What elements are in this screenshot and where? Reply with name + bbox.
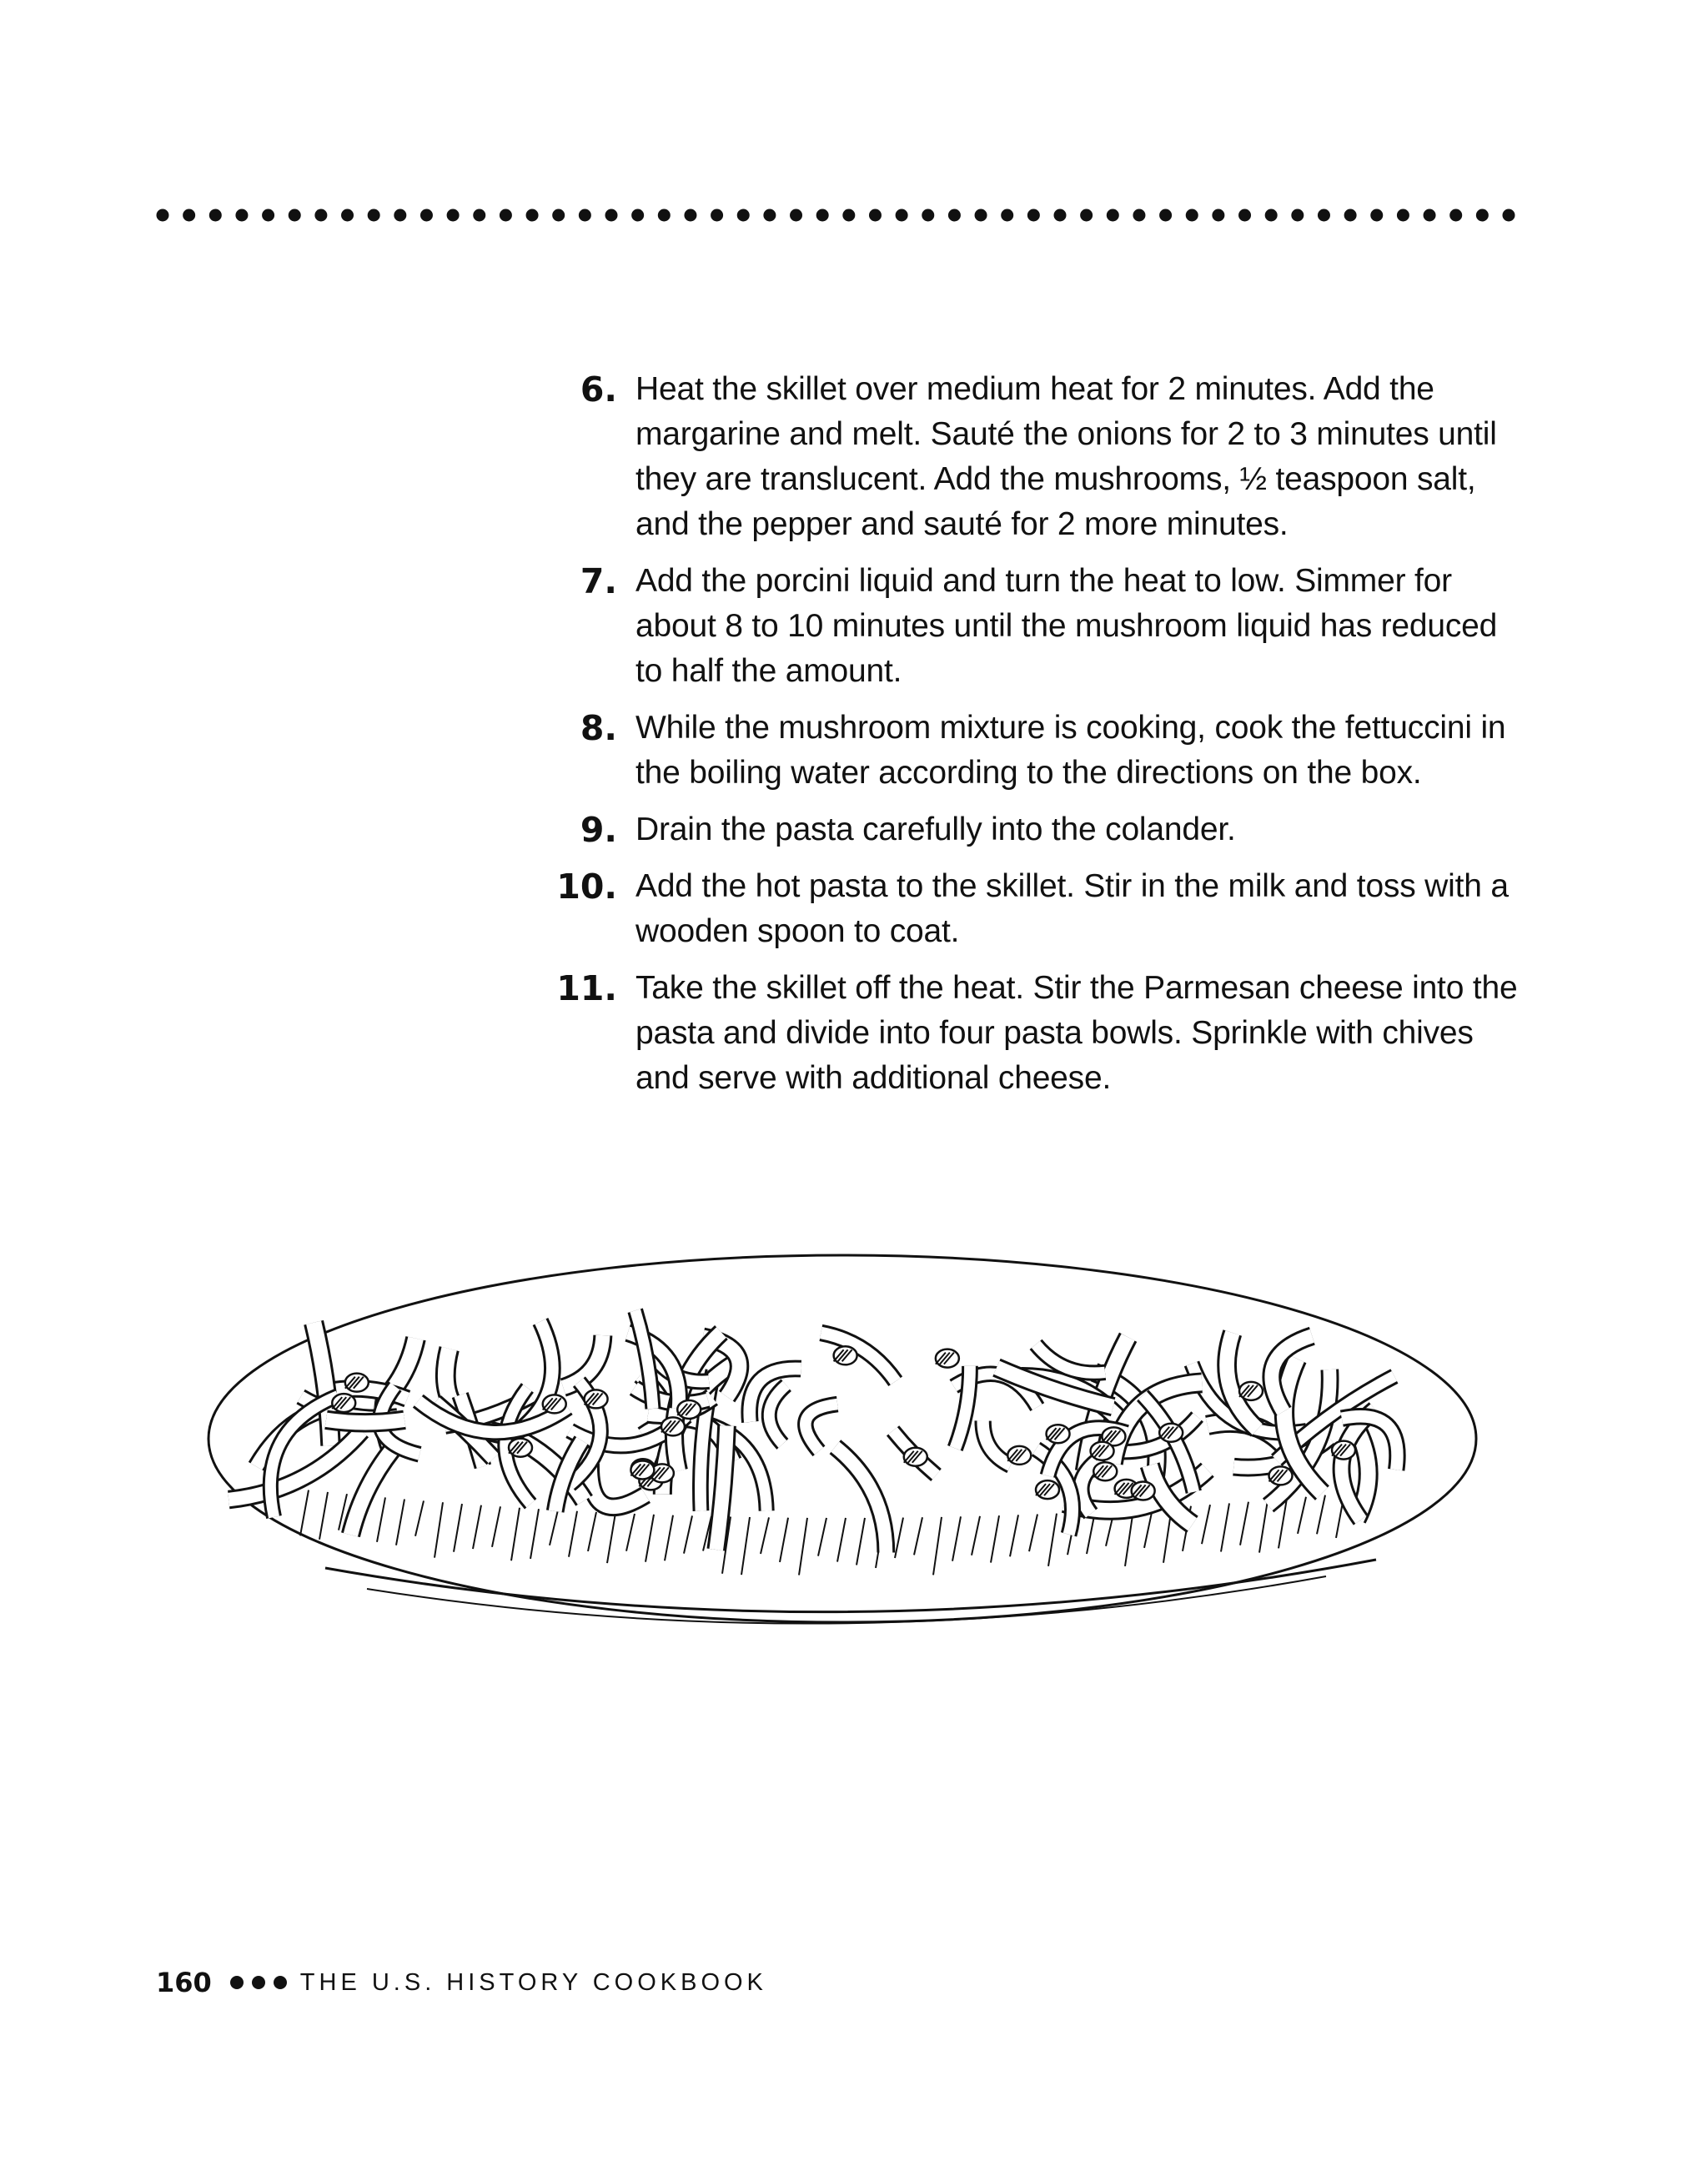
recipe-step xyxy=(534,559,1518,694)
recipe-step xyxy=(534,367,1518,547)
dotted-rule xyxy=(156,204,1515,226)
step-number: 9. xyxy=(580,810,617,850)
step-number: 11. xyxy=(556,968,617,1008)
book-title: THE U.S. HISTORY COOKBOOK xyxy=(299,1968,767,1996)
fettuccini-noodles-icon xyxy=(229,1310,1397,1552)
step-number: 7. xyxy=(580,561,617,601)
step-text: Add the hot pasta to the skillet. Stir in the milk and toss with a wooden spoon to coat. xyxy=(635,868,1509,949)
step-number: 10. xyxy=(556,867,617,907)
step-text: Heat the skillet over medium heat for 2 minutes. Add the margarine and melt. Sauté the onions for 2 to 3 minutes until they are translucent. Add the mushrooms, ½ teaspoon salt, and the pepper and sauté for 2 more minutes. xyxy=(635,371,1497,542)
recipe-step xyxy=(534,966,1518,1101)
pasta-plate-illustration xyxy=(192,1209,1493,1676)
step-number: 8. xyxy=(580,708,617,748)
recipe-step xyxy=(534,864,1518,954)
page-number: 160 xyxy=(156,1967,212,1998)
step-text: Drain the pasta carefully into the colander. xyxy=(635,812,1236,847)
plate-shading-icon xyxy=(300,1490,1344,1576)
step-text: Add the porcini liquid and turn the heat to low. Simmer for about 8 to 10 minutes until the mushroom liquid has reduced to half the amount. xyxy=(635,563,1498,689)
step-number: 6. xyxy=(580,369,617,410)
recipe-step xyxy=(534,807,1518,852)
page-footer xyxy=(156,1967,767,1998)
recipe-step xyxy=(534,706,1518,796)
footer-dots-icon xyxy=(230,1976,287,1989)
step-text: While the mushroom mixture is cooking, cook the fettuccini in the boiling water according to the directions on the box. xyxy=(635,710,1506,791)
step-text: Take the skillet off the heat. Stir the Parmesan cheese into the pasta and divide into four pasta bowls. Sprinkle with chives and serve with additional cheese. xyxy=(635,970,1518,1096)
recipe-steps xyxy=(534,367,1518,1113)
